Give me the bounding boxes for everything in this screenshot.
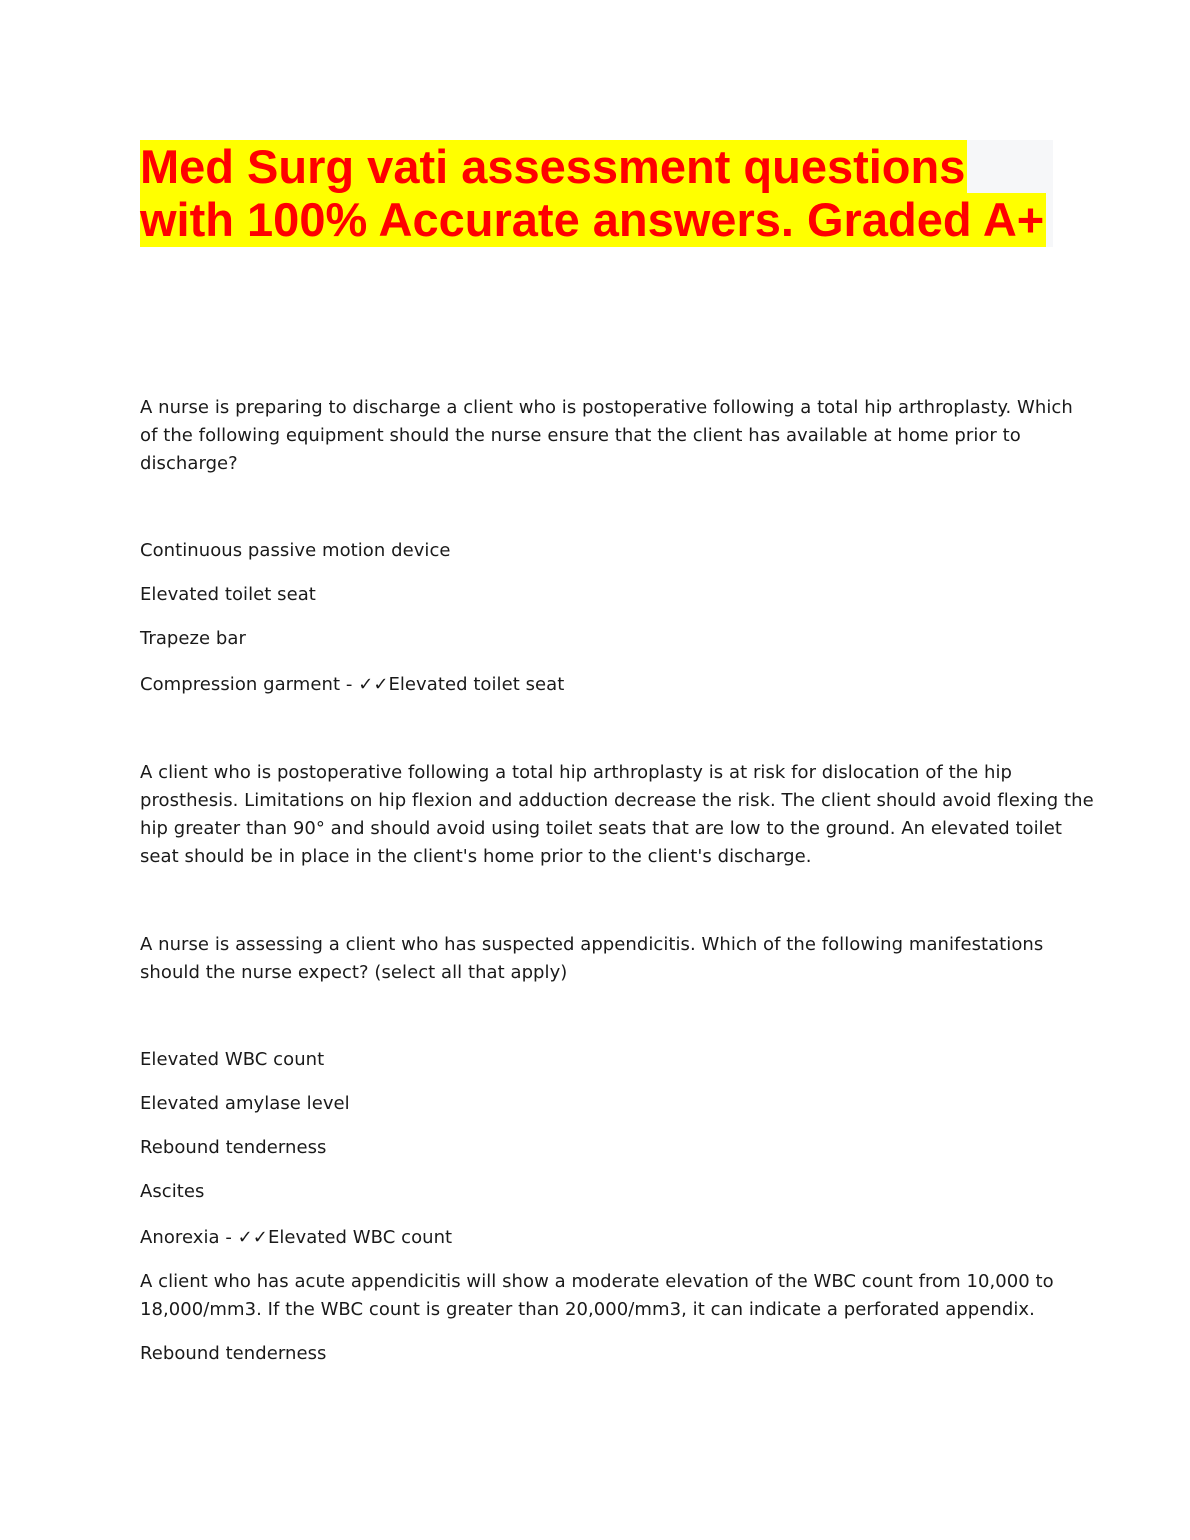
q1-answer: Elevated toilet seat [388,674,565,695]
q2-option-3: Rebound tenderness [140,1137,327,1158]
q1-answer-line [140,671,564,699]
q2-answer-line [140,1224,452,1252]
q1-question-line-2: of the following equipment should the nurse ensure that the client has available at home prior to [140,425,1021,446]
q1-rationale-line-3: hip greater than 90° and should avoid using toilet seats that are low to the ground. An elevated toilet [140,818,1062,839]
q2-answer: Elevated WBC count [267,1227,453,1248]
check-mark-icon: ✓✓ [237,1227,268,1248]
q2-option-2: Elevated amylase level [140,1093,350,1114]
q2-rationale-line-2: 18,000/mm3. If the WBC count is greater than 20,000/mm3, it can indicate a perforated appendix. [140,1299,1035,1320]
q2-question-line-2: should the nurse expect? (select all that apply) [140,962,568,983]
q2-option-4: Ascites [140,1181,205,1202]
title-line-2: with 100% Accurate answers. Graded A+ [140,193,1045,246]
title-line-1: Med Surg vati assessment questions [140,140,966,193]
q2-next-answer: Rebound tenderness [140,1343,327,1364]
q1-option-3: Trapeze bar [140,628,246,649]
q1-option-4: Compression garment - [140,674,359,695]
q1-rationale-line-1: A client who is postoperative following a total hip arthroplasty is at risk for dislocation of the hip [140,762,1013,783]
document-title [140,140,1053,247]
q2-rationale-line-1: A client who has acute appendicitis will show a moderate elevation of the WBC count from 10,000 to [140,1271,1054,1292]
q1-option-2: Elevated toilet seat [140,584,316,605]
q1-question-line-1: A nurse is preparing to discharge a client who is postoperative following a total hip arthroplasty. Which [140,397,1073,418]
q2-option-1: Elevated WBC count [140,1049,325,1070]
q1-question-line-3: discharge? [140,453,238,474]
q1-option-1: Continuous passive motion device [140,540,451,561]
check-mark-icon: ✓✓ [358,674,389,695]
q1-rationale-line-2: prosthesis. Limitations on hip flexion and adduction decrease the risk. The client should avoid flexing the [140,790,1094,811]
q2-question-line-1: A nurse is assessing a client who has suspected appendicitis. Which of the following manifestations [140,934,1044,955]
q1-rationale-line-4: seat should be in place in the client's home prior to the client's discharge. [140,846,812,867]
q2-option-5: Anorexia - [140,1227,238,1248]
